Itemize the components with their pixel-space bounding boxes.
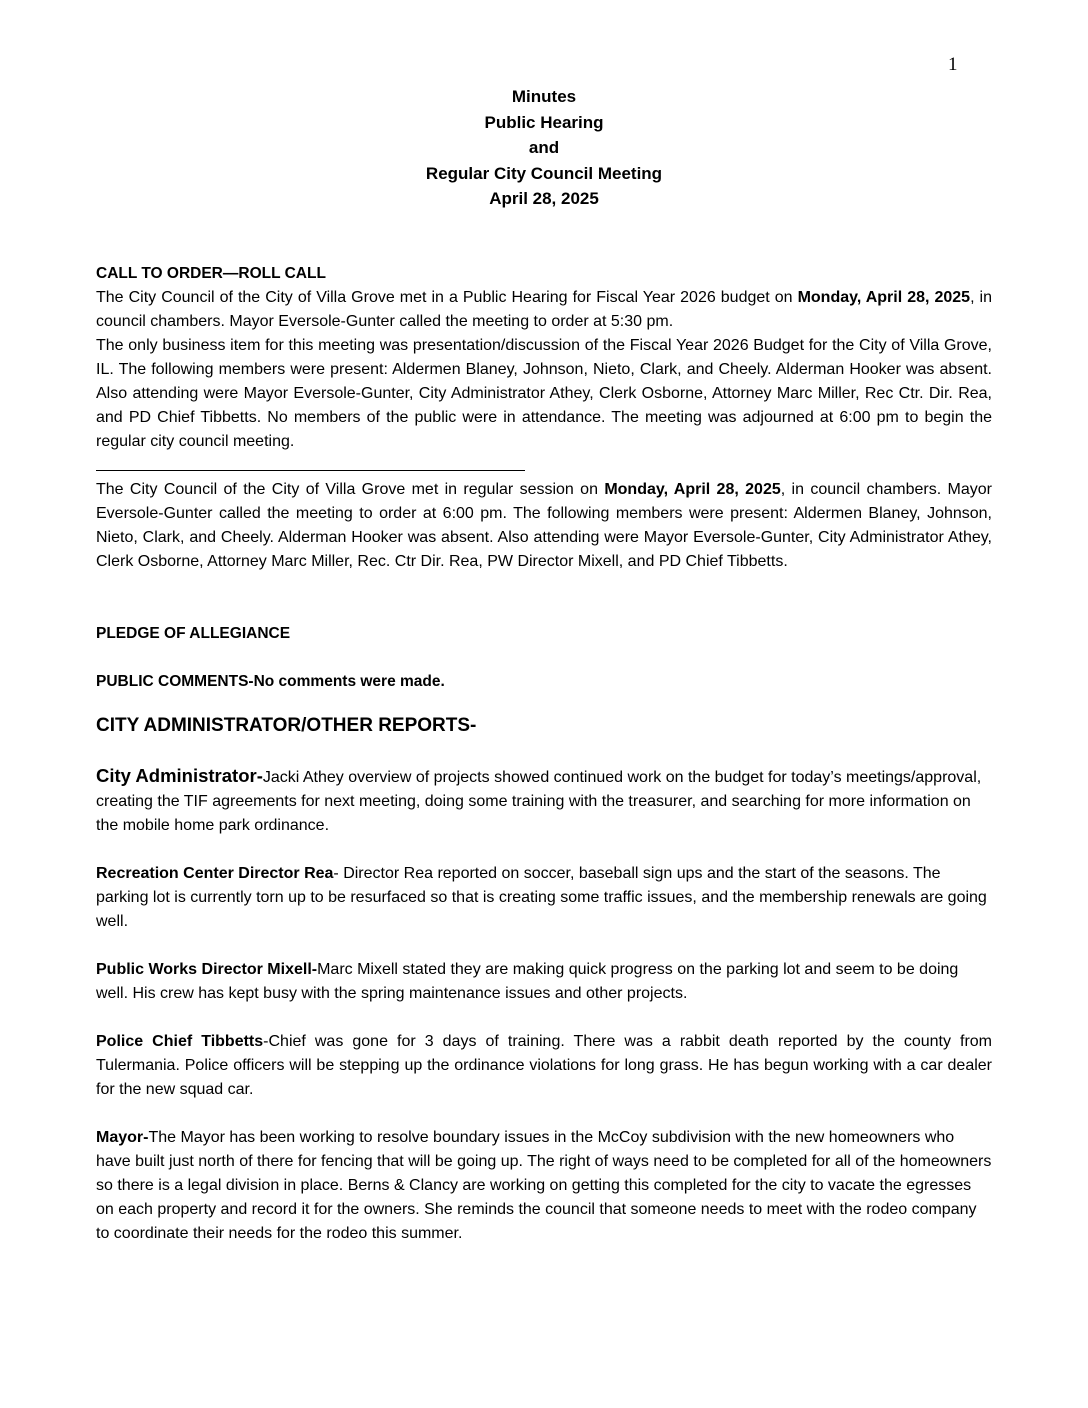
public-works-text: Marc Mixell stated they are making quick progress on the parking lot and seem to be doing well. His crew has kept busy with the spring maintenance issues and other projects. bbox=[96, 961, 959, 1002]
document-title bbox=[0, 84, 1088, 212]
regular-session-text-b: , in council chambers. Mayor Eversole-Gunter called the meeting to order at 6:00 pm. The following members were present: Aldermen Blaney, Johnson, Nieto, Clark, and Cheely. Alderman Hooker was absent. Also attending were Mayor Eversole-Gunter, City Administrator Athey, Clerk Osborne, Attorney Marc Miller, Rec. Ctr Dir. Rea, PW Director Mixell, and PD Chief Tibbetts. bbox=[96, 481, 992, 570]
public-hearing-date: Monday, April 28, 2025 bbox=[797, 289, 971, 306]
page-number: 1 bbox=[948, 54, 958, 75]
mayor-label: Mayor- bbox=[96, 1129, 149, 1146]
police-label: Police Chief Tibbetts bbox=[96, 1033, 264, 1050]
public-works-report bbox=[96, 958, 992, 1006]
regular-session-date: Monday, April 28, 2025 bbox=[604, 481, 781, 498]
title-line-public-hearing: Public Hearing bbox=[484, 112, 604, 132]
city-admin-report bbox=[96, 764, 992, 838]
city-admin-text: Jacki Athey overview of projects showed continued work on the budget for today’s meetings/approval, creating the TIF agreements for next meeting, doing some training with the treasurer, and searching for more information on the mobile home park ordinance. bbox=[96, 769, 982, 834]
call-to-order-heading: CALL TO ORDER—ROLL CALL bbox=[96, 265, 326, 282]
title-line-date: April 28, 2025 bbox=[489, 189, 599, 208]
rec-center-label: Recreation Center Director Rea bbox=[96, 865, 334, 882]
mayor-report bbox=[96, 1126, 992, 1246]
reports-heading: CITY ADMINISTRATOR/OTHER REPORTS- bbox=[96, 715, 477, 736]
public-hearing-text-b: , in council chambers. Mayor Eversole-Gunter called the meeting to order at 5:30 pm. bbox=[96, 289, 993, 330]
budget-hearing-paragraph: The only business item for this meeting was presentation/discussion of the Fiscal Year 2026 Budget for the City of Villa Grove, IL. The following members were present: Aldermen Blaney, Johnson, Nieto, Clark, and Cheely. Alderman Hooker was absent. Also attending were Mayor Eversole-Gunter, City Administrator Athey, Clerk Osborne, Attorney Marc Miller, Rec Ctr. Dir. Rea, and PD Chief Tibbetts. No members of the public were in attendance. The meeting was adjourned at 6:00 pm to begin the regular city council meeting. bbox=[96, 337, 992, 450]
title-line-minutes: Minutes bbox=[511, 87, 577, 106]
regular-session-text-a: The City Council of the City of Villa Grove met in regular session on bbox=[96, 481, 605, 498]
title-line-meeting-type: Regular City Council Meeting bbox=[425, 163, 663, 183]
police-text: -Chief was gone for 3 days of training. There was a rabbit death reported by the county from Tulermania. Police officers will be stepping up the ordinance violations for long grass. He has begun working with a car dealer for the new squad car. bbox=[96, 1033, 993, 1098]
pledge-heading: PLEDGE OF ALLEGIANCE bbox=[96, 625, 291, 642]
police-report bbox=[96, 1030, 992, 1102]
title-line-and: and bbox=[528, 138, 560, 157]
rec-center-text: - Director Rea reported on soccer, baseball sign ups and the start of the seasons. The parking lot is currently torn up to be resurfaced so that is creating some traffic issues, and the membership renewals are going well. bbox=[96, 865, 987, 930]
public-hearing-paragraph bbox=[96, 286, 992, 334]
regular-session-paragraph bbox=[96, 478, 992, 574]
public-hearing-text-a: The City Council of the City of Villa Grove met in a Public Hearing for Fiscal Year 2026 budget on bbox=[96, 289, 798, 306]
rec-center-report bbox=[96, 862, 992, 934]
public-comments-heading: PUBLIC COMMENTS-No comments were made. bbox=[96, 673, 445, 690]
section-divider bbox=[96, 470, 525, 471]
public-works-label: Public Works Director Mixell- bbox=[96, 961, 318, 978]
city-admin-label: City Administrator- bbox=[96, 765, 263, 786]
mayor-text: The Mayor has been working to resolve boundary issues in the McCoy subdivision with the new homeowners who have built just north of there for fencing that will be going up. The right of ways need to be completed for all of the homeowners so there is a legal division in place. Berns & Clancy are working on getting this completed for the city to vacate the egresses on each property and record it for the owners. She reminds the council that someone needs to meet with the rodeo company to coordinate their needs for the rodeo this summer. bbox=[96, 1129, 992, 1242]
